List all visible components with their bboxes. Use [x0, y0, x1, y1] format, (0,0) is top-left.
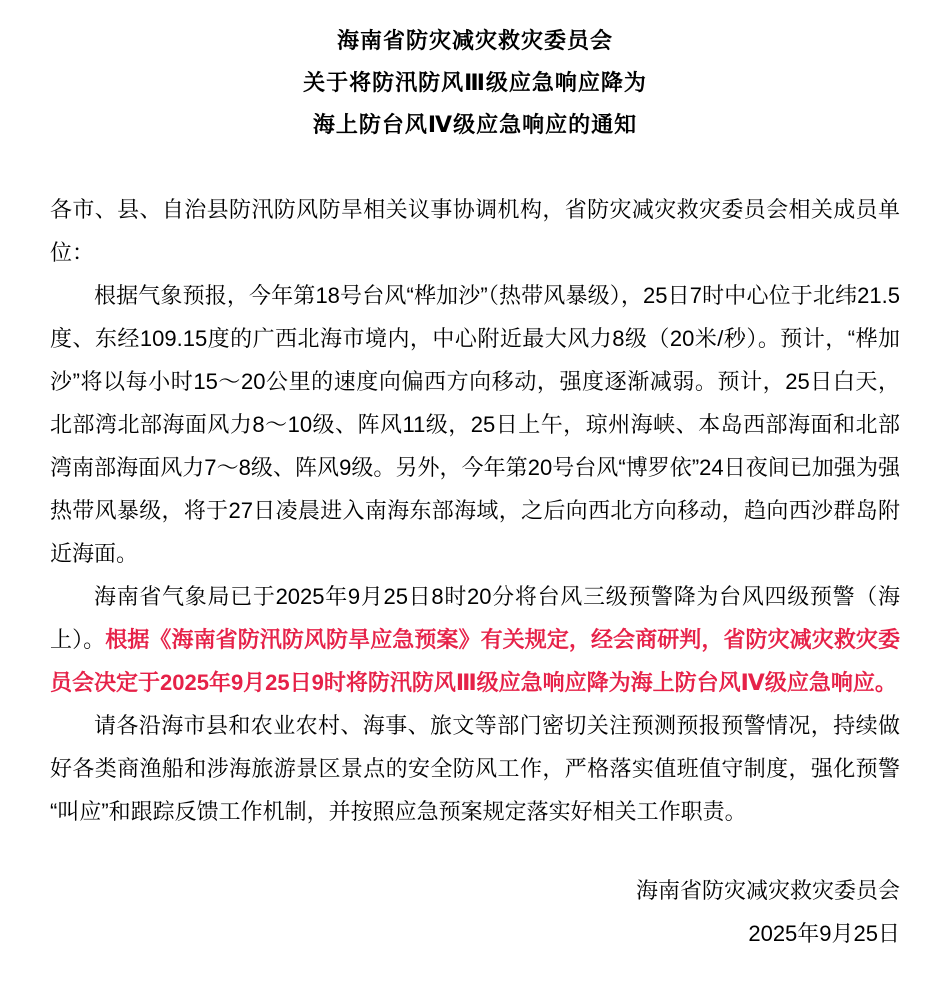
signature-date: 2025年9月25日	[748, 921, 900, 946]
notice-body	[50, 188, 900, 833]
typhoon-forecast-paragraph	[50, 274, 900, 575]
body-text: 请各沿海市县和农业农村、海事、旅文等部门密切关注预测预报预警情况，持续做好各类商渔船和涉海旅游景区景点的安全防风工作，严格落实值班值守制度，强化预警“叫应”和跟踪反馈工作机制，并按照应急预案规定落实好相关工作职责。	[50, 713, 900, 824]
signature-org: 海南省防灾减灾救灾委员会	[635, 878, 900, 903]
emphasis-text: 根据《海南省防汛防风防旱应急预案》有关规定，经会商研判，省防灾减灾救灾委员会决定于2025年9月25日9时将防汛防风Ⅲ级应急响应降为海上防台风Ⅳ级应急响应。	[50, 627, 900, 695]
body-text: 各市、县、自治县防汛防风防旱相关议事协调机构，省防灾减灾救灾委员会相关成员单位：	[50, 197, 900, 265]
response-downgrade-paragraph	[50, 575, 900, 704]
title-line-subject-1: 关于将防汛防风Ⅲ级应急响应降为	[303, 70, 647, 95]
body-text: 根据气象预报，今年第18号台风“桦加沙”（热带风暴级），25日7时中心位于北纬21.5度、东经109.15度的广西北海市境内，中心附近最大风力8级（20米/秒）。预计，“桦加沙”将以每小时15～20公里的速度向偏西方向移动，强度逐渐减弱。预计，25日白天，北部湾北部海面风力8～10级、阵风11级，25日上午，琼州海峡、本岛西部海面和北部湾南部海面风力7～8级、阵风9级。另外，今年第20号台风“博罗依”24日夜间已加强为强热带风暴级，将于27日凌晨进入南海东部海域，之后向西北方向移动，趋向西沙群岛附近海面。	[50, 283, 900, 566]
title-line-subject-2: 海上防台风Ⅳ级应急响应的通知	[312, 112, 638, 137]
body-text: 海南省气象局已于2025年9月25日8时20分将台风三级预警降为台风四级预警（海上）。	[50, 584, 900, 652]
salutation-paragraph	[50, 188, 900, 274]
title-line-committee: 海南省防灾减灾救灾委员会	[336, 28, 613, 53]
signature-block	[50, 869, 900, 955]
notice-title	[50, 20, 900, 146]
work-requirements-paragraph	[50, 704, 900, 833]
